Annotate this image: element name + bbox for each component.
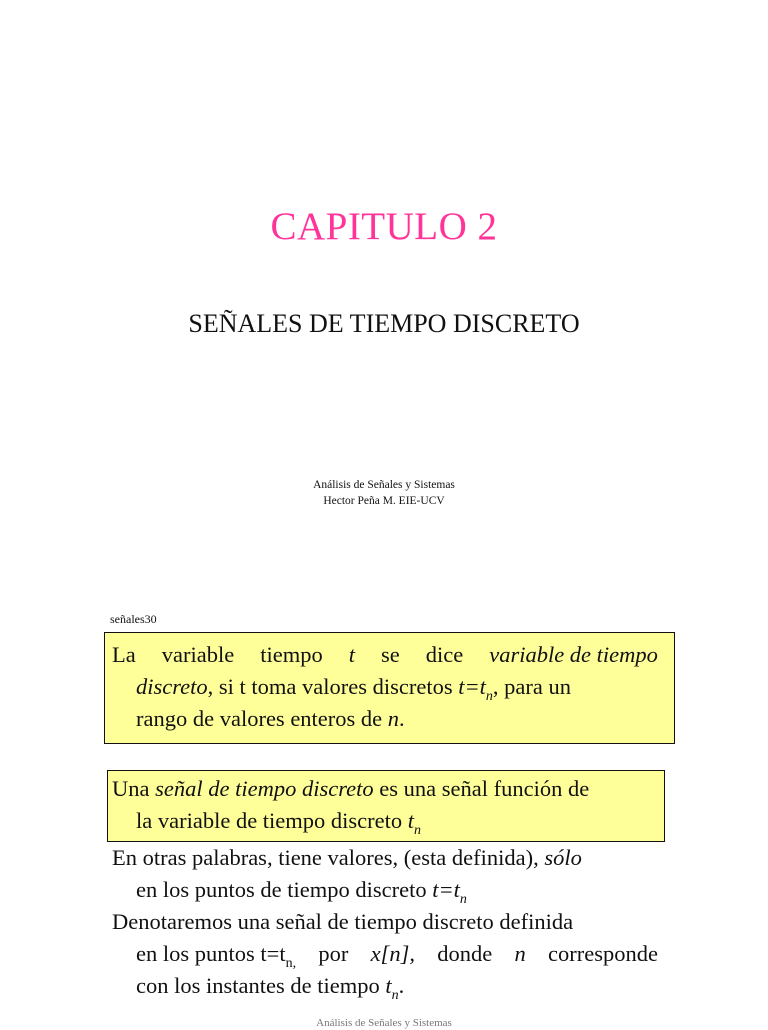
text-run: la variable de tiempo discreto <box>136 808 403 833</box>
term-emphasis: discreto <box>136 674 208 699</box>
term-emphasis: señal de tiempo discreto <box>155 776 374 801</box>
chapter-subtitle: SEÑALES DE TIEMPO DISCRETO <box>188 309 580 338</box>
paragraph-values <box>112 842 658 906</box>
text-run: con los instantes de tiempo <box>136 973 380 998</box>
paragraph-line <box>112 906 658 938</box>
chapter-title: CAPITULO 2 <box>270 205 498 248</box>
slide-id: señales30 <box>110 612 157 626</box>
paragraph-time-variable <box>112 639 658 735</box>
subscript: n <box>459 892 467 907</box>
word-group <box>136 938 296 970</box>
subscript: n <box>391 988 399 1003</box>
paragraph-notation <box>112 906 658 1002</box>
subscript: n, <box>285 956 297 971</box>
text-run: . <box>398 973 405 998</box>
paragraph-line <box>112 703 658 735</box>
paragraph-discrete-signal <box>112 773 658 837</box>
word: por <box>318 941 349 966</box>
text-run: , si t toma valores discretos <box>207 674 453 699</box>
paragraph-line <box>112 842 658 874</box>
text-run: . <box>399 706 405 731</box>
math-variable: t <box>407 808 415 833</box>
paragraph-line <box>112 938 658 970</box>
text-run: , para un <box>492 674 572 699</box>
math-expression: t=t <box>432 877 460 902</box>
text-run: en los puntos de tiempo discreto <box>136 877 427 902</box>
paragraph-line <box>112 970 658 1002</box>
text-run: es una señal función de <box>379 776 590 801</box>
math-variable: n <box>387 706 400 731</box>
word: variable <box>161 642 235 667</box>
term-emphasis: variable de tiempo <box>489 642 658 667</box>
word: se <box>380 642 400 667</box>
paragraph-line <box>112 874 658 906</box>
page-footer: Análisis de Señales y Sistemas <box>316 1017 452 1029</box>
text-run: En otras palabras, tiene valores, (esta definida), <box>112 845 539 870</box>
math-expression: x[n], <box>370 941 415 966</box>
text-run: en los puntos t=t <box>136 941 286 966</box>
term-emphasis: sólo <box>544 845 582 870</box>
subscript: n <box>414 823 422 838</box>
text-run: Denotaremos una señal de tiempo discreto definida <box>112 909 574 934</box>
paragraph-line <box>112 805 658 837</box>
author-line: Hector Peña M. EIE-UCV <box>323 495 445 507</box>
course-name: Análisis de Señales y Sistemas <box>313 479 455 491</box>
subscript: n <box>485 689 493 704</box>
paragraph-line <box>112 773 658 805</box>
text-run: rango de valores enteros de <box>136 706 383 731</box>
word: t <box>348 642 355 667</box>
paragraph-line <box>112 639 658 671</box>
word: donde <box>437 941 493 966</box>
credits <box>0 477 768 509</box>
math-variable: t <box>385 973 392 998</box>
math-expression: t=t <box>458 674 486 699</box>
word: La <box>112 642 136 667</box>
word: corresponde <box>548 941 658 966</box>
paragraph-line <box>112 671 658 703</box>
word: dice <box>425 642 464 667</box>
word: tiempo <box>260 642 323 667</box>
math-variable: n <box>514 941 526 966</box>
text-run: Una <box>112 776 150 801</box>
